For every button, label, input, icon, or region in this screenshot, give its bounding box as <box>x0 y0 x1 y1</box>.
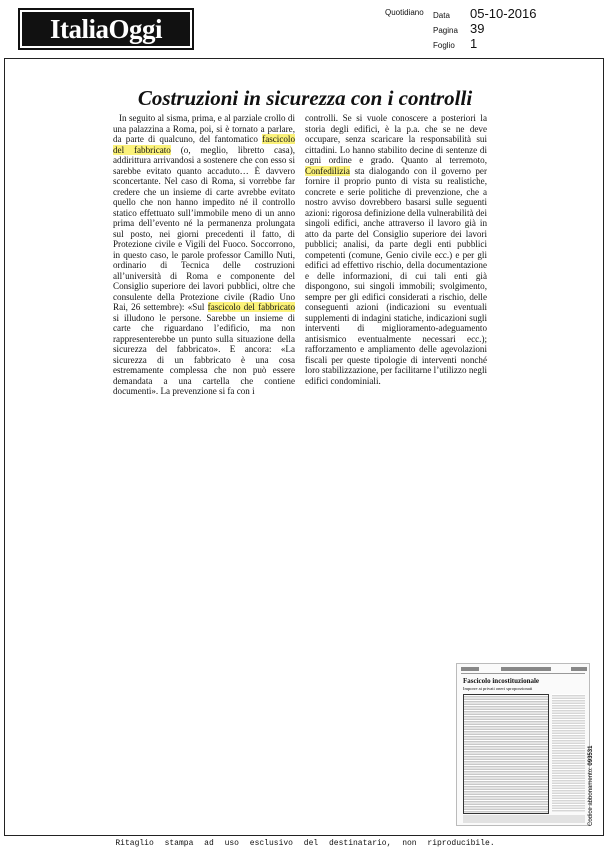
page-thumbnail <box>456 663 590 826</box>
meta-row-date <box>433 6 537 21</box>
article-title: Costruzioni in sicurezza con i controlli <box>137 86 473 110</box>
meta-value: 05-10-2016 <box>470 6 537 21</box>
column-2-text <box>305 113 487 386</box>
highlighted-keyword: Confedilizia <box>305 165 350 176</box>
meta-value: 1 <box>470 36 478 51</box>
highlighted-keyword: fascicolo del fabbricato <box>113 134 295 155</box>
meta-row-sheet <box>433 36 537 51</box>
body-text-segment: sta dialogando con il governo per fornire il proprio punto di vista su realistiche, concrete e serie politiche di prevenzione, che a nostro avviso dovrebbero basarsi sulle seguenti azioni: rigorosa definizione della vulnerabilità dei singoli edifici, anche attraverso il lavoro già in atto da parte del Consiglio superiore dei lavori pubblici; analisi, da parte degli enti pubblici competenti (comune, Genio civile ecc.) e per gli edifici ad effettivo rischio, della documentazione e delle informazioni, di cui tali enti già dispongono, sui singoli immobili; svolgimento, sempre per gli edifici considerati a rischio, delle conseguenti azioni (indicazioni su eventuali supplementi di indagini statiche, indicazioni sugli interventi di miglioramento-adeguamento antisismico eventualmente necessari ecc.); rafforzamento e ampliamento delle agevolazioni fiscali per queste tipologie di interventi nonché loro stabilizzazione, per facilitarne l’utilizzo negli edifici condominiali. <box>305 165 487 386</box>
meta-label: Pagina <box>433 26 458 35</box>
thumbnail-header <box>461 667 585 674</box>
highlighted-keyword: fascicolo del fabbricato <box>207 302 296 312</box>
footer-notice: Ritaglio stampa ad uso esclusivo del destinatario, non riproducibile. <box>115 839 495 848</box>
article-column-2 <box>305 113 487 386</box>
thumbnail-title: Fascicolo incostituzionale <box>463 677 540 685</box>
meta-label: Foglio <box>433 41 455 50</box>
subscription-code-label: Codice abbonamento: <box>588 767 594 826</box>
meta-value: 39 <box>470 21 485 36</box>
thumbnail-article-box <box>463 694 549 814</box>
subscription-code-value: 093531 <box>588 745 594 766</box>
subscription-code <box>588 746 594 826</box>
column-1-text <box>113 113 295 397</box>
body-text-segment: si illudono le persone. Sarebbe un insieme di carte che riguardano l’edificio, ma non rappresenterebbe un punto sulla situazione della sicurezza del fabbricato». E ancora: «La sicurezza di un fabbricato è una cosa estremamente complessa che non può essere demandata a una cartella che contiene documenti». La prevenzione si fa con i <box>113 312 295 396</box>
thumbnail-side-column <box>552 694 585 812</box>
body-text-segment: (o, meglio, libretto casa), addirittura arrivandosi a sostenere che con esso si sarebbe evitato quanto accaduto… È davvero sconcertante. Nel caso di Roma, si vorrebbe far credere che un insieme di carte avrebbe evitato quello che non hanno impedito né il controllo statico effettuato sull’immobile meno di un anno prima dell’evento né la permanenza prolungata sul posto, nei giorni precedenti il fatto, di Protezione civile e Vigili del Fuoco. Soccorrono, in questo caso, le parole professor Camillo Nuti, ordinario di Tecnica delle costruzioni all’università di Roma e componente del Consiglio superiore dei lavori pubblici, oltre che consulente della Protezione civile (Radio Uno Rai, 26 settembre): «Sul <box>113 144 295 312</box>
quotidiano-label: Quotidiano <box>385 8 424 17</box>
thumbnail-footer <box>463 815 585 823</box>
body-text-segment: In seguito al sisma, prima, e al parziale crollo di una palazzina a Roma, poi, si è tornato a parlare, da parte di qualcuno, del fantomatico <box>113 113 295 144</box>
newspaper-logo: ItaliaOggi <box>18 8 194 50</box>
body-text-segment: controlli. Se si vuole conoscere a posteriori la storia degli edifici, è la p.a. che se ne deve occupare, senza scaricare la responsabilità sui cittadini. Lo hanno stabilito decine di sentenze di ogni ordine e grado. Quanto al terremoto, <box>305 113 487 165</box>
meta-label: Data <box>433 11 450 20</box>
meta-row-page <box>433 21 537 36</box>
thumbnail-subtitle: Imporre ai privati oneri sproporzionati <box>463 686 533 691</box>
article-column-1 <box>113 113 295 397</box>
meta-table <box>433 6 537 51</box>
